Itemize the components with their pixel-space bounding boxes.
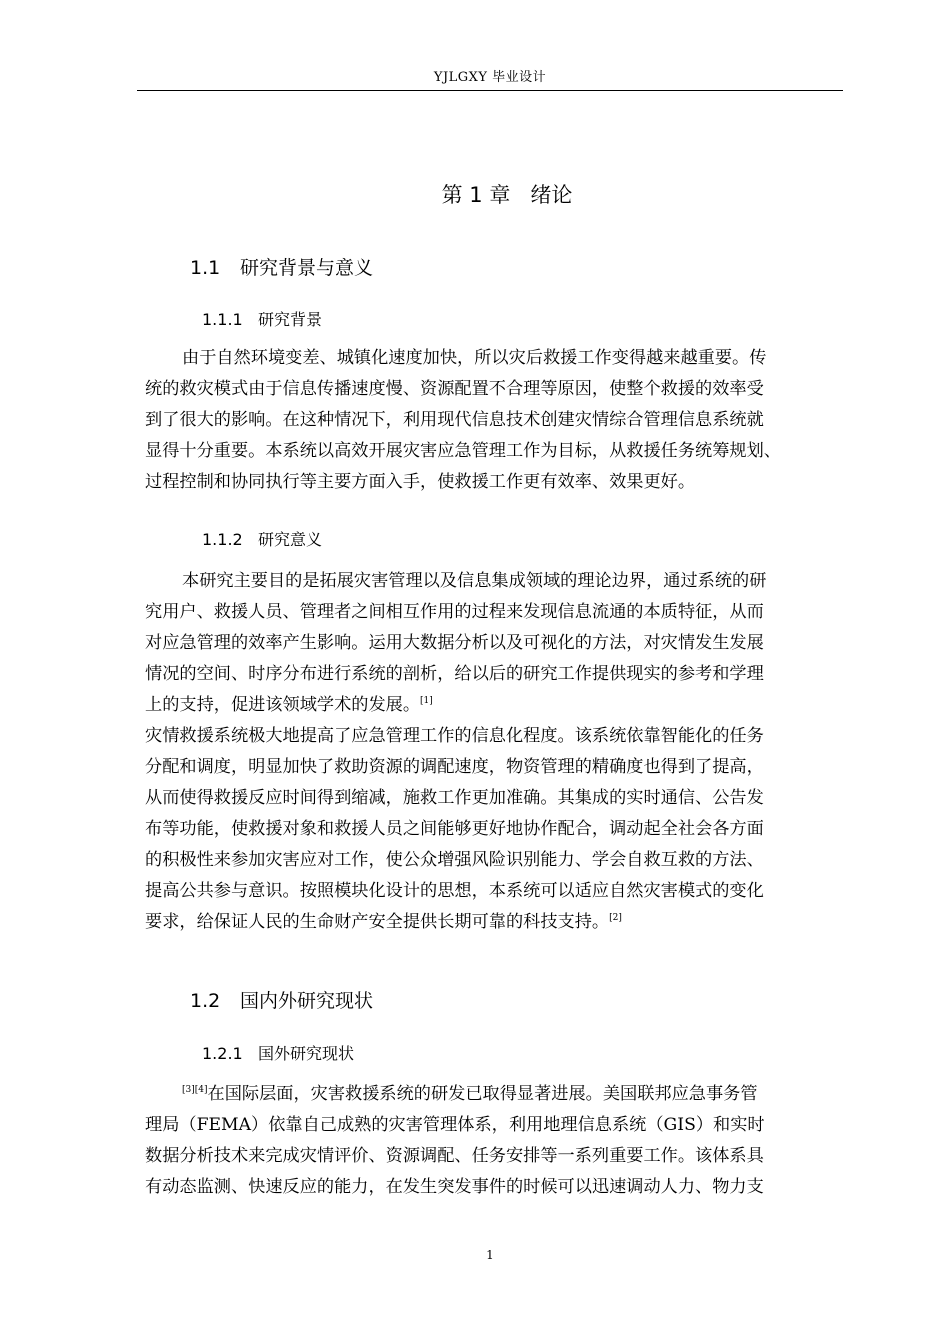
page-number: 1 [486,1248,494,1262]
text-line: 显得十分重要。本系统以高效开展灾害应急管理工作为目标，从救援任务统筹规划、 [145,441,781,461]
text-line: 灾情救援系统极大地提高了应急管理工作的信息化程度。该系统依靠智能化的任务 [145,726,764,746]
subsection-heading-1-1-1 [202,307,322,333]
section-title: 研究背景与意义 [240,257,374,279]
subsection-number: 1.1.2 [202,530,243,549]
citation-2[interactable]: [2] [609,913,622,923]
section-heading-1-1 [190,254,373,282]
text-line: 由于自然环境变差、城镇化速度加快，所以灾后救援工作变得越来越重要。传 [182,348,767,368]
subsection-number: 1.1.1 [202,310,243,329]
text-line-with-citation [182,1079,758,1110]
section-number: 1.1 [190,257,221,279]
text-line-with-citation [145,907,622,938]
header-text: YJLGXY 毕业设计 [433,70,547,85]
section-heading-1-2 [190,987,373,1015]
text-line: 上的支持，促进该领域学术的发展。 [145,695,421,715]
text-line: 数据分析技术来完成灾情评价、资源调配、任务安排等一系列重要工作。该体系具 [145,1146,764,1166]
text-line: 对应急管理的效率产生影响。运用大数据分析以及可视化的方法，对灾情发生发展 [145,633,764,653]
text-line: 有动态监测、快速反应的能力，在发生突发事件的时候可以迅速调动人力、物力支 [145,1177,764,1197]
text-line: 到了很大的影响。在这种情况下，利用现代信息技术创建灾情综合管理信息系统就 [145,410,764,430]
subsection-heading-1-2-1 [202,1041,354,1067]
text-line: 理局（FEMA）依靠自己成熟的灾害管理体系，利用地理信息系统（GIS）和实时 [145,1115,765,1135]
text-line: 过程控制和协同执行等主要方面入手，使救援工作更有效率、效果更好。 [145,472,696,492]
subsection-title: 国外研究现状 [258,1044,355,1063]
text-line: 情况的空间、时序分布进行系统的剖析，给以后的研究工作提供现实的参考和学理 [145,664,764,684]
text-line: 从而使得救援反应时间得到缩减，施救工作更加准确。其集成的实时通信、公告发 [145,788,764,808]
subsection-title: 研究意义 [258,530,323,549]
section-title: 国内外研究现状 [240,990,374,1012]
text-line: 本研究主要目的是拓展灾害管理以及信息集成领域的理论边界，通过系统的研 [182,571,767,591]
text-line: 在国际层面，灾害救援系统的研发已取得显著进展。美国联邦应急事务管 [207,1084,758,1104]
text-line: 要求，给保证人民的生命财产安全提供长期可靠的科技支持。 [145,912,610,932]
citation-1[interactable]: [1] [420,696,433,706]
text-line: 分配和调度，明显加快了救助资源的调配速度，物资管理的精确度也得到了提高， [145,757,764,777]
text-line-with-citation [145,690,433,721]
subsection-heading-1-1-2 [202,527,322,553]
citation-3-4[interactable]: [3][4] [182,1085,208,1095]
page-header [137,68,843,91]
subsection-title: 研究背景 [258,310,323,329]
text-line: 究用户、救援人员、管理者之间相互作用的过程来发现信息流通的本质特征，从而 [145,602,764,622]
text-line: 提高公共参与意识。按照模块化设计的思想，本系统可以适应自然灾害模式的变化 [145,881,764,901]
subsection-number: 1.2.1 [202,1044,243,1063]
section-number: 1.2 [190,990,221,1012]
text-line: 布等功能，使救援对象和救援人员之间能够更好地协作配合，调动起全社会各方面 [145,819,764,839]
chapter-title: 第 1 章 绪论 [441,183,573,207]
text-line: 统的救灾模式由于信息传播速度慢、资源配置不合理等原因，使整个救援的效率受 [145,379,764,399]
text-line: 的积极性来参加灾害应对工作，使公众增强风险识别能力、学会自救互救的方法、 [145,850,764,870]
